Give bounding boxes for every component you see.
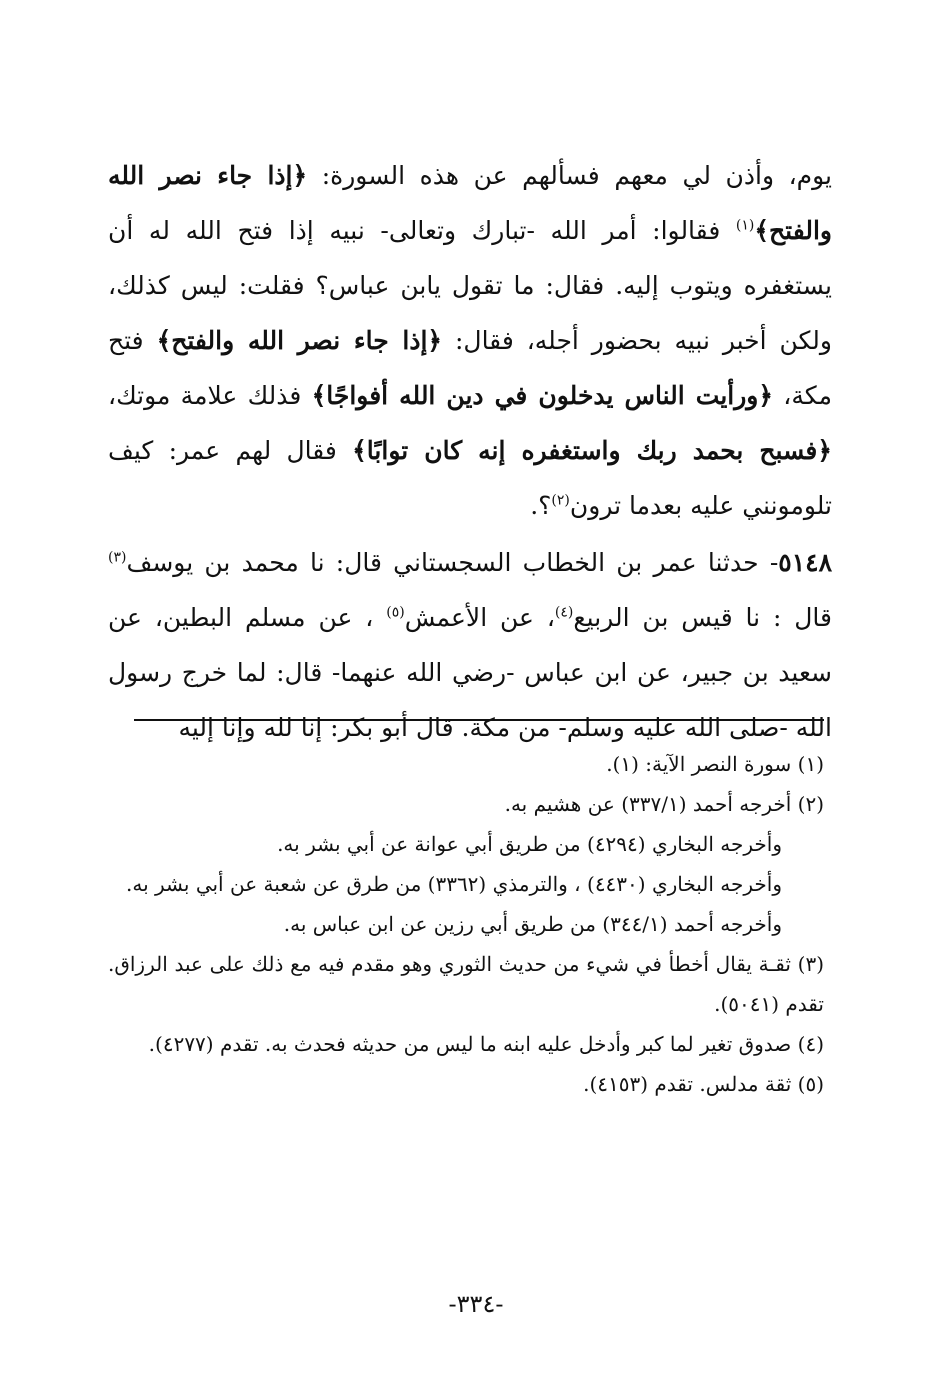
footnote-2-line-2: وأخرجه البخاري (٤٢٩٤) من طريق أبي عوانة عن أبي بشر به. bbox=[277, 832, 782, 856]
page-number: -٣٣٤- bbox=[448, 1290, 504, 1318]
text-segment: فقالوا: أمر الله -تبارك وتعالى- نبيه إذا فتح الله له أن يستغفره ويتوب إليه. فقال: ما تقول يابن عباس؟ فقلت: ليس كذلك، ولكن أخبر نبيه بحضور أجله، فقال: bbox=[108, 216, 832, 355]
text-segment: يوم، وأذن لي معهم فسألهم عن هذه السورة: bbox=[307, 161, 832, 190]
quran-verse: ﴿إذا جاء نصر الله والفتح﴾ bbox=[156, 326, 443, 355]
footnote-5: (٥) ثقة مدلس. تقدم (٤١٥٣). bbox=[583, 1072, 824, 1096]
quran-verse: ﴿فسبح بحمد ربك واستغفره إنه كان توابًا﴾ bbox=[352, 436, 833, 465]
text-segment: ؟. bbox=[530, 491, 552, 520]
paragraph-1 bbox=[108, 148, 832, 533]
quran-verse: ﴿إذا جاء نصر الله والفتح﴾ bbox=[108, 161, 832, 245]
text-segment: فذلك علامة موتك، bbox=[108, 381, 312, 410]
footnote-2-line-4: وأخرجه أحمد (٣٤٤/١) من طريق أبي رزين عن ابن عباس به. bbox=[283, 912, 782, 936]
footnote-2: (٢) أخرجه أحمد (٣٣٧/١) عن هشيم به. bbox=[504, 792, 824, 816]
footnote-4: (٤) صدوق تغير لما كبر وأدخل عليه ابنه ما ليس من حديثه فحدث به. تقدم (٤٢٧٧). bbox=[148, 1032, 824, 1056]
paragraph-2 bbox=[108, 535, 832, 755]
main-text bbox=[108, 148, 832, 755]
footnote-1: (١) سورة النصر الآية: (١). bbox=[606, 752, 824, 776]
footnote-ref: (٤) bbox=[554, 604, 574, 621]
footnote-ref: (٣) bbox=[108, 549, 127, 566]
text-segment: ، عن الأعمش bbox=[404, 603, 555, 632]
footnote-ref: (٥) bbox=[386, 604, 405, 621]
text-segment: فقال لهم عمر: كيف تلومونني عليه بعدما ترون bbox=[108, 436, 832, 520]
text-segment: - حدثنا عمر بن الخطاب السجستاني قال: نا محمد بن يوسف bbox=[126, 548, 779, 577]
text-segment: ، عن مسلم البطين، عن سعيد بن جبير، عن ابن عباس -رضي الله عنهما- قال: لما خرج رسول الله -صلى الله عليه وسلم- من مكة. قال أبو بكر: إنا لله وإنا إليه bbox=[108, 603, 832, 742]
text-segment: قال : نا قيس بن الربيع bbox=[573, 603, 833, 632]
hadith-number: ٥١٤٨ bbox=[778, 548, 832, 577]
footnote-separator bbox=[134, 719, 824, 721]
text-segment: فتح مكة، bbox=[108, 326, 832, 410]
footnote-2-line-3: وأخرجه البخاري (٤٤٣٠) ، والترمذي (٣٣٦٢) من طرق عن شعبة عن أبي بشر به. bbox=[126, 872, 782, 896]
footnotes bbox=[108, 744, 824, 1104]
footnote-ref: (٢) bbox=[551, 492, 570, 509]
quran-verse: ﴿ورأيت الناس يدخلون في دين الله أفواجًا﴾ bbox=[311, 381, 774, 410]
footnote-3: (٣) ثقـة يقال أخطأ في شيء من حديث الثوري وهو مقدم فيه مع ذلك على عبد الرزاق. تقدم (٥٠٤١). bbox=[108, 952, 824, 1016]
footnote-ref: (١) bbox=[735, 217, 755, 234]
